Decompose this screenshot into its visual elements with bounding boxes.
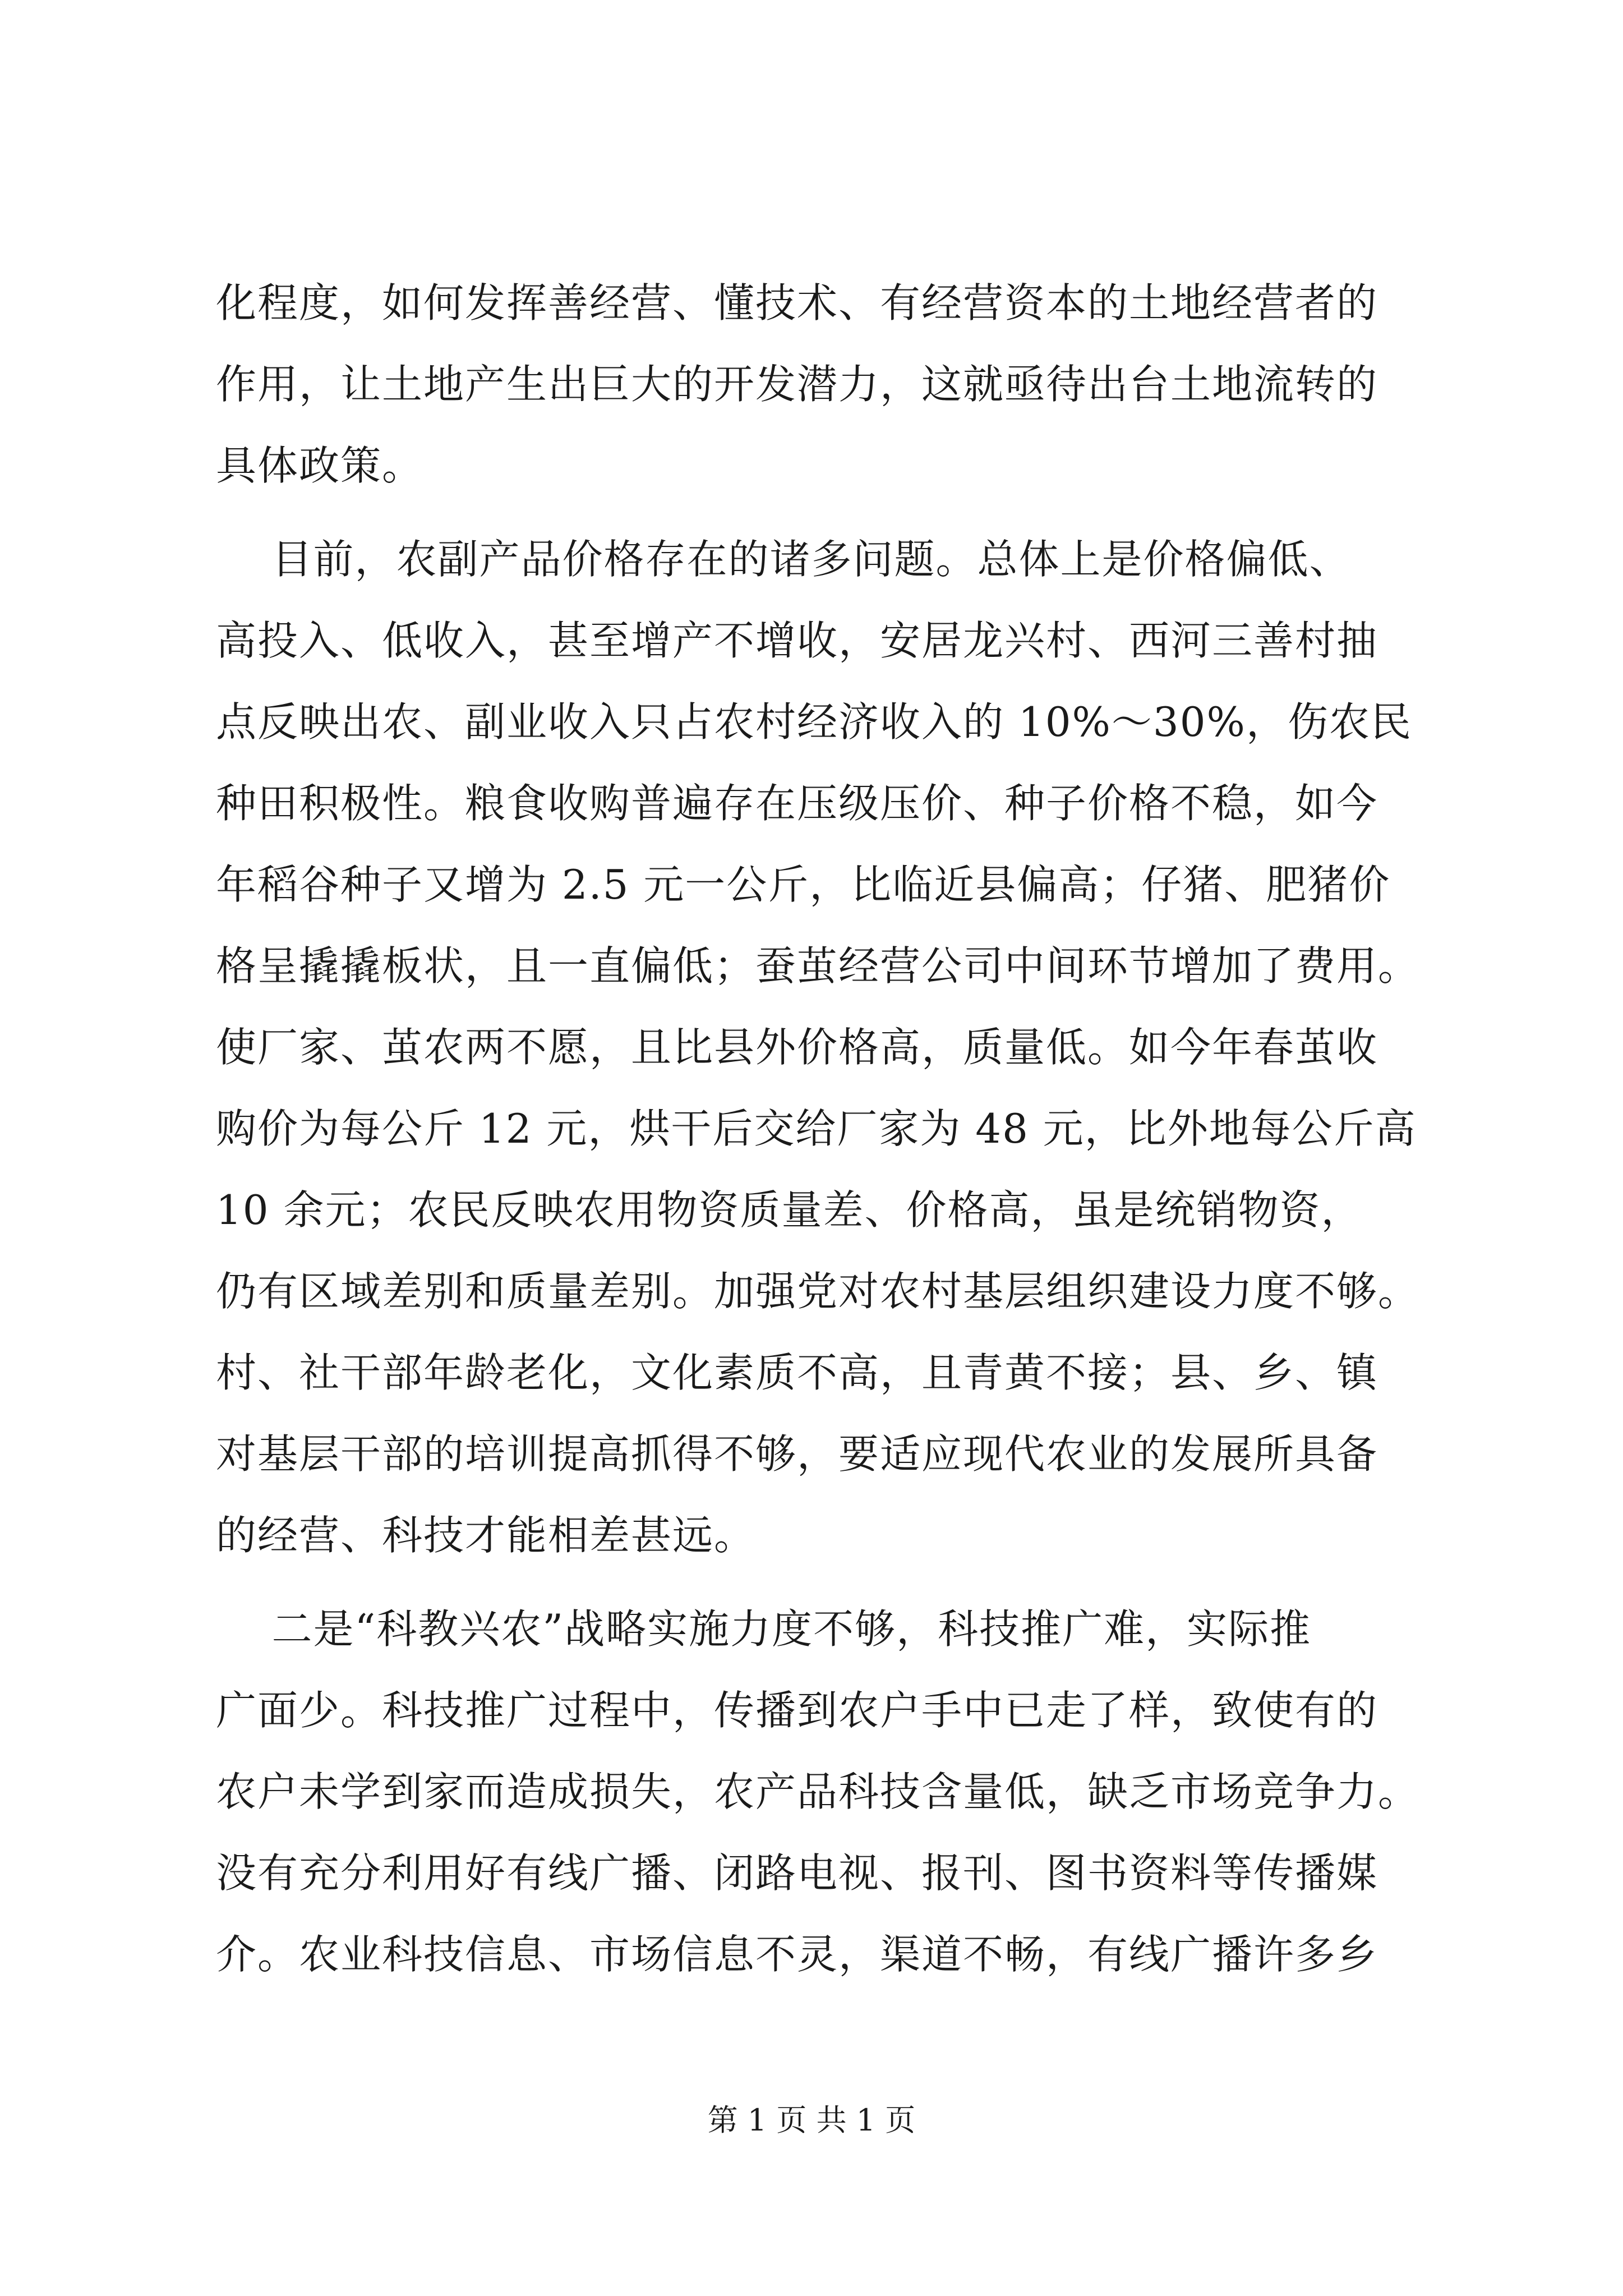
text-line: 化程度，如何发挥善经营、懂技术、有经营资本的土地经营者的 [216, 279, 1378, 326]
paragraph-3 [216, 1589, 1420, 1995]
text-line: 村、社干部年龄老化，文化素质不高，且青黄不接；县、乡、镇 [216, 1349, 1378, 1396]
text-line: 对基层干部的培训提高抓得不够，要适应现代农业的发展所具备 [216, 1430, 1378, 1478]
text-line: 年稻谷种子又增为 2.5 元一公斤，比临近县偏高；仔猪、肥猪价 [216, 861, 1391, 908]
text-line: 点反映出农、副业收入只占农村经济收入的 10%～30%，伤农民 [216, 698, 1412, 746]
paragraph-1 [216, 263, 1416, 507]
text-line: 格呈撬撬板状，且一直偏低；蚕茧经营公司中间环节增加了费用。 [216, 942, 1420, 990]
text-line: 10 余元；农民反映农用物资质量差、价格高，虽是统销物资， [216, 1186, 1363, 1234]
text-line: 种田积极性。粮食收购普遍存在压级压价、种子价格不稳，如今 [216, 780, 1378, 827]
paragraph-gap [216, 507, 1416, 519]
text-line: 农户未学到家而造成损失，农产品科技含量低，缺乏市场竞争力。 [216, 1768, 1420, 1815]
text-line: 没有充分利用好有线广播、闭路电视、报刊、图书资料等传播媒 [216, 1849, 1378, 1897]
text-line: 作用，让土地产生出巨大的开发潜力，这就亟待出台土地流转的 [216, 361, 1378, 408]
text-line: 介。农业科技信息、市场信息不灵，渠道不畅，有线广播许多乡 [216, 1931, 1378, 1978]
page-number-label: 第 1 页 共 1 页 [707, 2102, 916, 2138]
text-line: 高投入、低收入，甚至增产不增收，安居龙兴村、西河三善村抽 [216, 617, 1378, 664]
text-line: 购价为每公斤 12 元，烘干后交给厂家为 48 元，比外地每公斤高 [216, 1105, 1417, 1152]
text-line: 二是“科教兴农”战略实施力度不够，科技推广难，实际推 [216, 1605, 1312, 1653]
paragraph-2 [216, 519, 1420, 1576]
text-line: 使厂家、茧农两不愿，且比县外价格高，质量低。如今年春茧收 [216, 1024, 1378, 1071]
document-body [216, 263, 1420, 1995]
text-line: 具体政策。 [216, 442, 424, 489]
page-footer [0, 2101, 1623, 2140]
text-line: 目前，农副产品价格存在的诸多问题。总体上是价格偏低、 [216, 536, 1351, 583]
text-line: 仍有区域差别和质量差别。加强党对农村基层组织建设力度不够。 [216, 1268, 1420, 1315]
text-line: 的经营、科技才能相差甚远。 [216, 1512, 756, 1559]
text-line: 广面少。科技推广过程中，传播到农户手中已走了样，致使有的 [216, 1687, 1378, 1734]
paragraph-gap [216, 1576, 1416, 1589]
